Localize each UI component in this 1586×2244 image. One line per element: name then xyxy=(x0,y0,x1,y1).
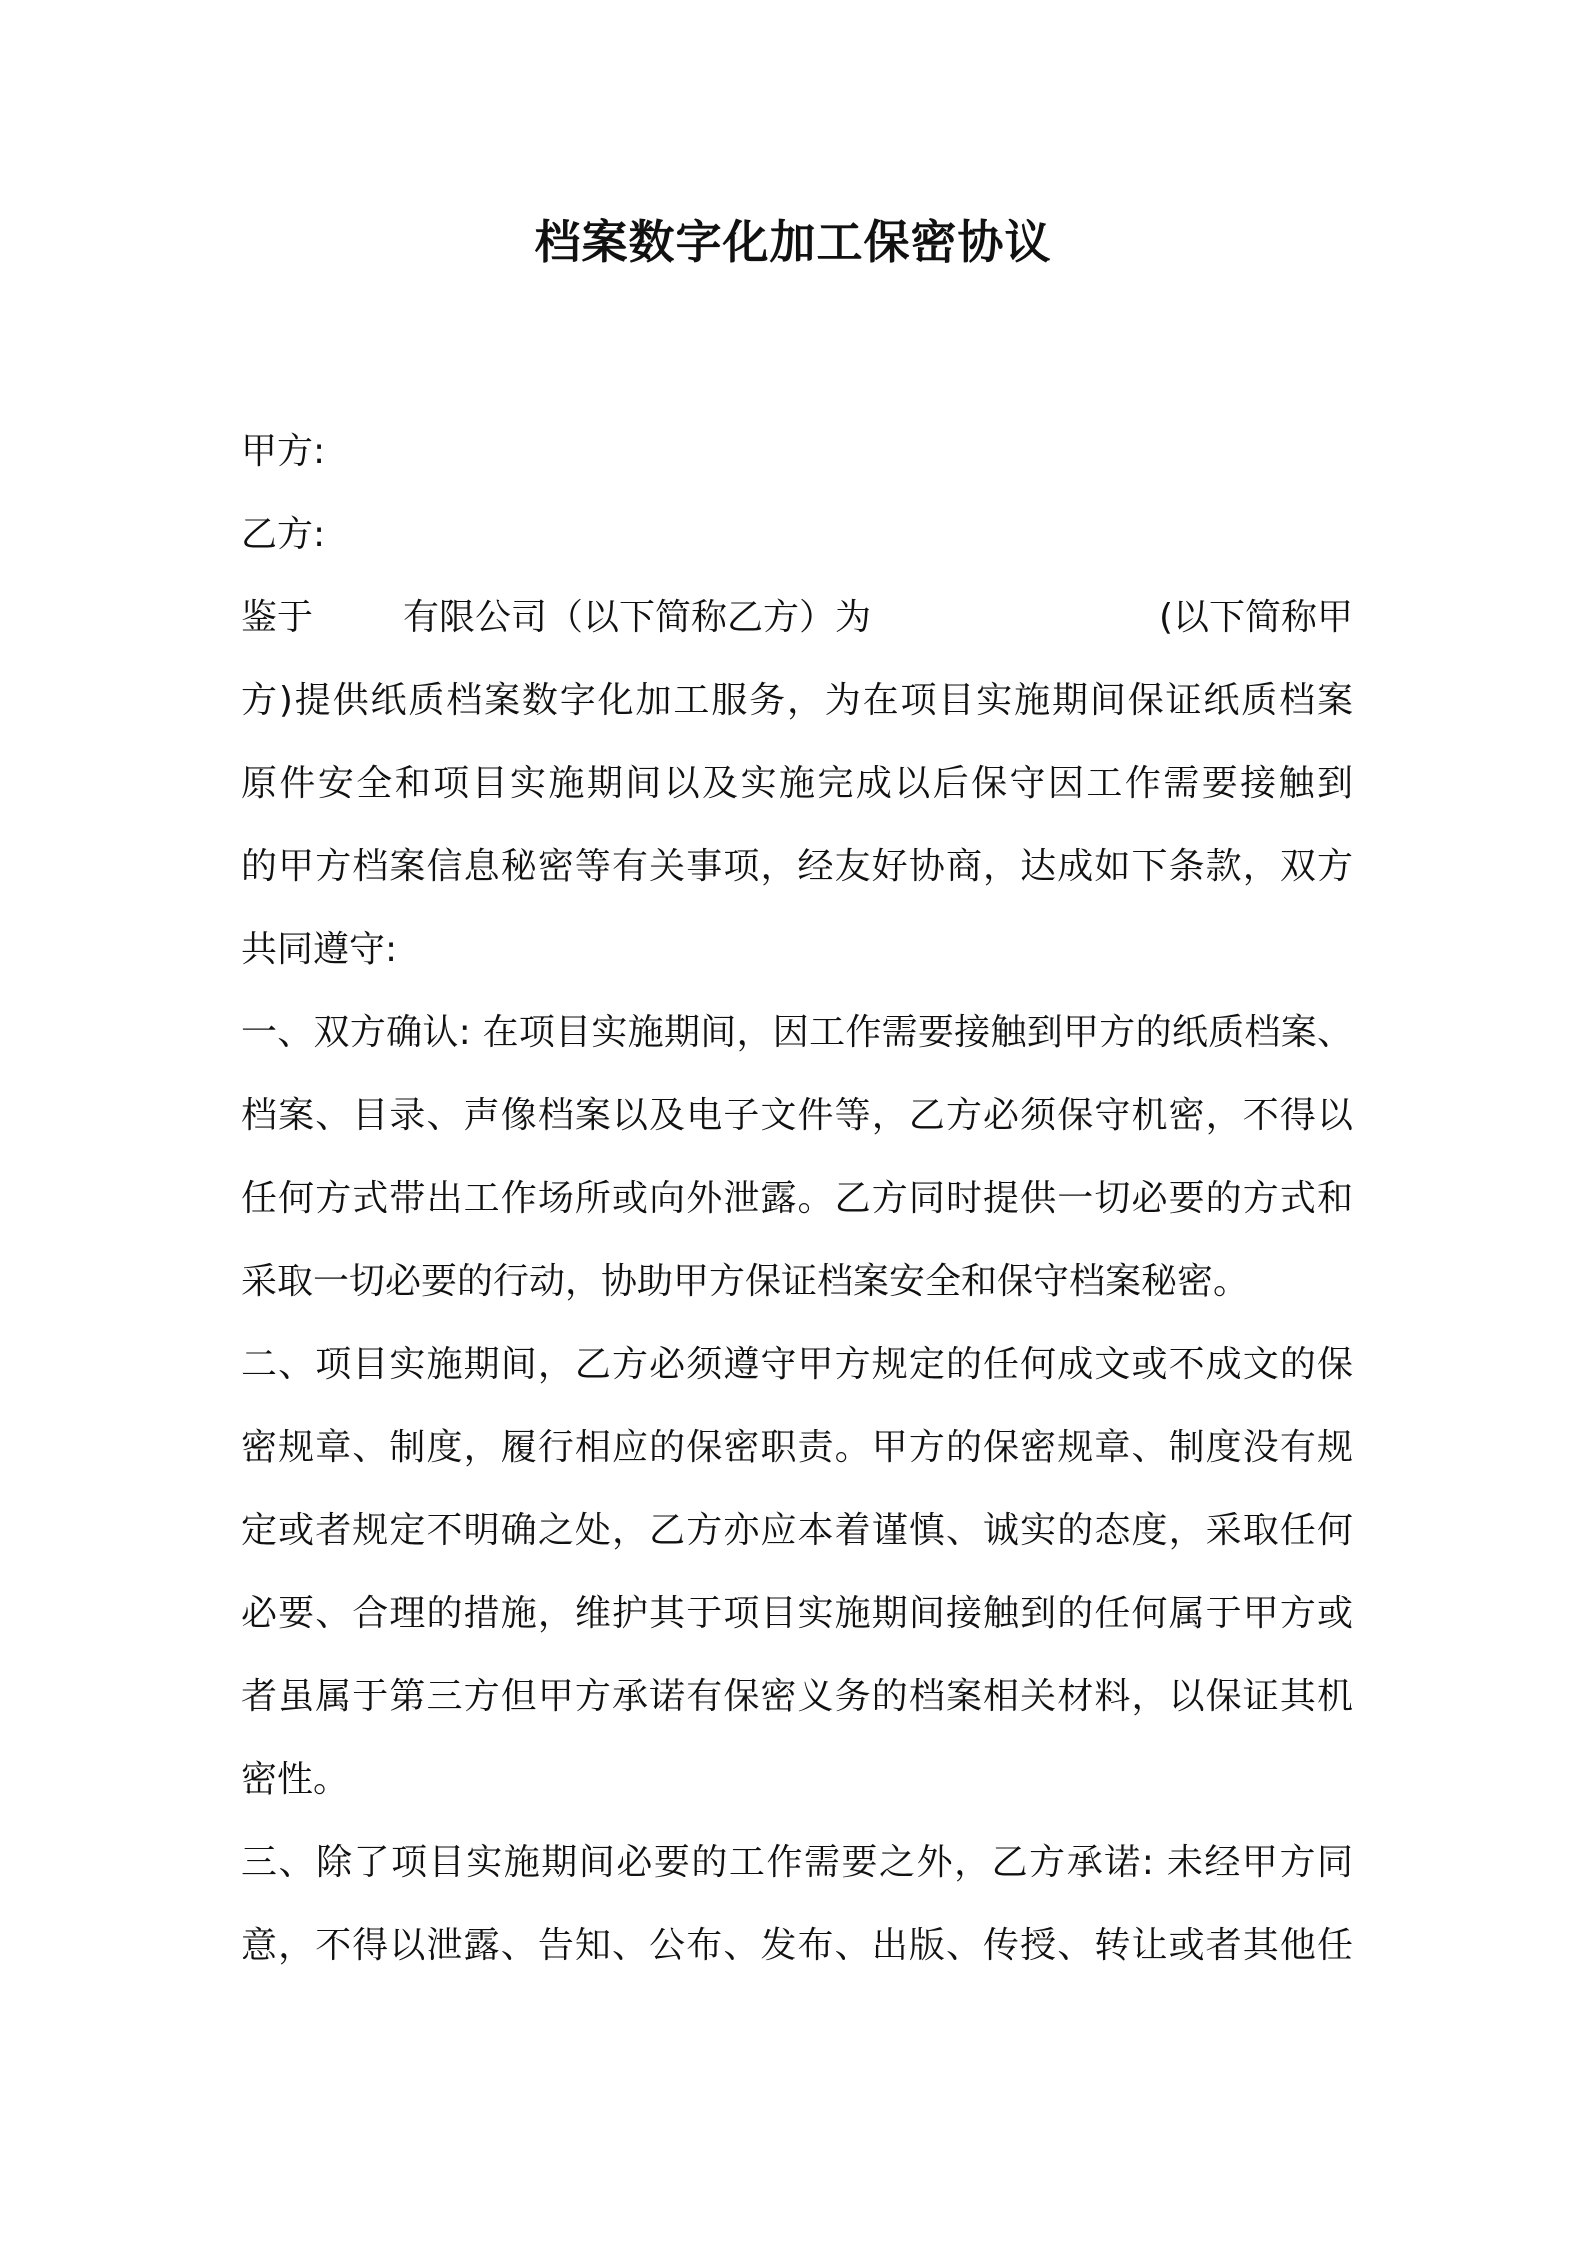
preamble-line-1 xyxy=(241,576,1353,659)
clause-2-line-6: 密性。 xyxy=(241,1759,350,1800)
clause-1-line-3: 任何方式带出工作场所或向外泄露。乙方同时提供一切必要的方式和 xyxy=(241,1178,1353,1219)
preamble-line-2: 方)提供纸质档案数字化加工服务，为在项目实施期间保证纸质档案 xyxy=(241,680,1353,721)
preamble-line-4: 的甲方档案信息秘密等有关事项，经友好协商，达成如下条款，双方 xyxy=(241,846,1353,887)
preamble-text-1c: (以下简称甲 xyxy=(1158,597,1353,638)
document-body xyxy=(241,410,1353,1987)
clause-2-line-4: 必要、合理的措施，维护其于项目实施期间接触到的任何属于甲方或 xyxy=(241,1593,1353,1634)
preamble-line-3: 原件安全和项目实施期间以及实施完成以后保守因工作需要接触到 xyxy=(241,763,1353,804)
document-title: 档案数字化加工保密协议 xyxy=(534,215,1052,269)
preamble-text-1b: 有限公司（以下简称乙方）为 xyxy=(403,597,872,638)
clause-3-line-1: 三、除了项目实施期间必要的工作需要之外，乙方承诺: 未经甲方同 xyxy=(241,1842,1353,1883)
party-b-line: 乙方: xyxy=(241,514,326,555)
clause-2-line-3: 定或者规定不明确之处，乙方亦应本着谨慎、诚实的态度，采取任何 xyxy=(241,1510,1353,1551)
clause-2-line-5: 者虽属于第三方但甲方承诺有保密义务的档案相关材料，以保证其机 xyxy=(241,1676,1353,1717)
preamble-text-1a: 鉴于 xyxy=(241,597,314,638)
party-a-line: 甲方: xyxy=(241,431,326,472)
clause-3-line-2: 意，不得以泄露、告知、公布、发布、出版、传授、转让或者其他任 xyxy=(241,1925,1353,1966)
clause-2-line-2: 密规章、制度，履行相应的保密职责。甲方的保密规章、制度没有规 xyxy=(241,1427,1353,1468)
clause-2-line-1: 二、项目实施期间，乙方必须遵守甲方规定的任何成文或不成文的保 xyxy=(241,1344,1353,1385)
clause-1-line-2: 档案、目录、声像档案以及电子文件等，乙方必须保守机密，不得以 xyxy=(241,1095,1353,1136)
clause-1-line-4: 采取一切必要的行动，协助甲方保证档案安全和保守档案秘密。 xyxy=(241,1261,1250,1302)
clause-1-line-1: 一、双方确认: 在项目实施期间，因工作需要接触到甲方的纸质档案、 xyxy=(241,1012,1353,1053)
preamble-line-5: 共同遵守: xyxy=(241,929,398,970)
